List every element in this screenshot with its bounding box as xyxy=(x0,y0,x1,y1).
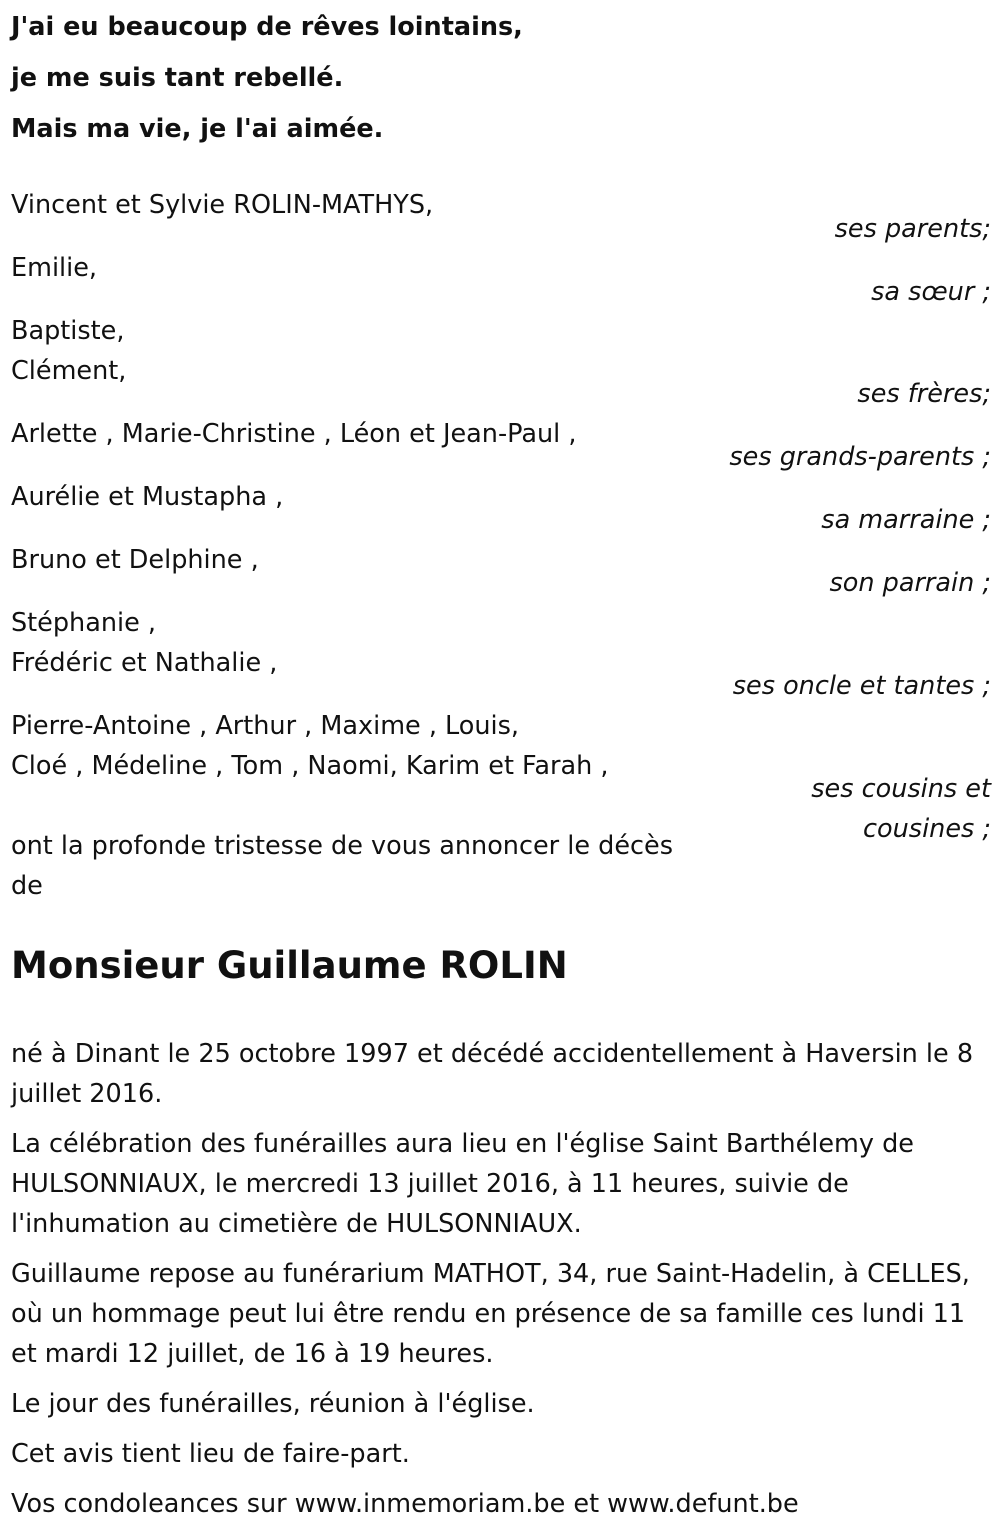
deceased-name: Monsieur Guillaume ROLIN xyxy=(11,944,568,987)
family-name-line: Frédéric et Nathalie , xyxy=(11,648,278,678)
paragraph-meeting: Le jour des funérailles, réunion à l'église. xyxy=(11,1389,535,1419)
family-role: sa sœur ; xyxy=(871,277,991,307)
family-name-line: Emilie, xyxy=(11,253,98,283)
family-role: ses frères; xyxy=(857,379,991,409)
poem-line: Mais ma vie, je l'ai aimée. xyxy=(11,114,384,144)
family-name-line: Baptiste, xyxy=(11,316,125,346)
family-role: ses oncle et tantes ; xyxy=(732,671,991,701)
paragraph-funeral: La célébration des funérailles aura lieu en l'église Saint Barthélemy de HULSONNIAUX, le mercredi 13 juillet 2016, à 11 heures, suivie de l'inhumation au cimetière de HULSONNIAUX. xyxy=(11,1129,914,1239)
poem-line: je me suis tant rebellé. xyxy=(11,63,344,93)
family-role: ses cousins et cousines ; xyxy=(811,774,991,844)
announcement-text: ont la profonde tristesse de vous annoncer le décès de xyxy=(11,831,674,901)
paragraph-birth-death: né à Dinant le 25 octobre 1997 et décédé accidentellement à Haversin le 8 juillet 2016. xyxy=(11,1039,974,1109)
paragraph-funerarium: Guillaume repose au funérarium MATHOT, 34, rue Saint-Hadelin, à CELLES, où un hommage peut lui être rendu en présence de sa famille ces lundi 11 et mardi 12 juillet, de 16 à 19 heures. xyxy=(11,1259,970,1369)
family-entry-cousins xyxy=(11,706,991,844)
family-name-line: Vincent et Sylvie ROLIN-MATHYS, xyxy=(11,190,434,220)
family-names xyxy=(11,706,731,786)
family-name-line: Bruno et Delphine , xyxy=(11,545,259,575)
paragraph-notice: Cet avis tient lieu de faire-part. xyxy=(11,1439,410,1469)
family-entry-brothers xyxy=(11,311,991,431)
family-names xyxy=(11,603,731,683)
family-name-line: Aurélie et Mustapha , xyxy=(11,482,284,512)
family-role: son parrain ; xyxy=(829,568,991,598)
family-names xyxy=(11,414,731,454)
family-role: sa marraine ; xyxy=(821,505,991,535)
poem xyxy=(11,8,911,161)
family-entry-uncle-aunts xyxy=(11,603,991,723)
family-name-line: Stéphanie , xyxy=(11,608,156,638)
family-names xyxy=(11,540,731,580)
family-names xyxy=(11,311,731,391)
family-name-line: Arlette , Marie-Christine , Léon et Jean-Paul , xyxy=(11,419,577,449)
poem-line: J'ai eu beaucoup de rêves lointains, xyxy=(11,12,523,42)
family-name-line: Cloé , Médeline , Tom , Naomi, Karim et Farah , xyxy=(11,751,609,781)
family-name-line: Clément, xyxy=(11,356,127,386)
family-role: ses parents; xyxy=(834,214,991,244)
paragraph-condolences: Vos condoleances sur www.inmemoriam.be et www.defunt.be xyxy=(11,1489,799,1519)
family-names xyxy=(11,248,731,288)
family-names xyxy=(11,185,731,225)
notice-body xyxy=(11,1034,996,1534)
family-role: ses grands-parents ; xyxy=(729,442,991,472)
family-names xyxy=(11,477,731,517)
family-name-line: Pierre-Antoine , Arthur , Maxime , Louis, xyxy=(11,711,520,741)
